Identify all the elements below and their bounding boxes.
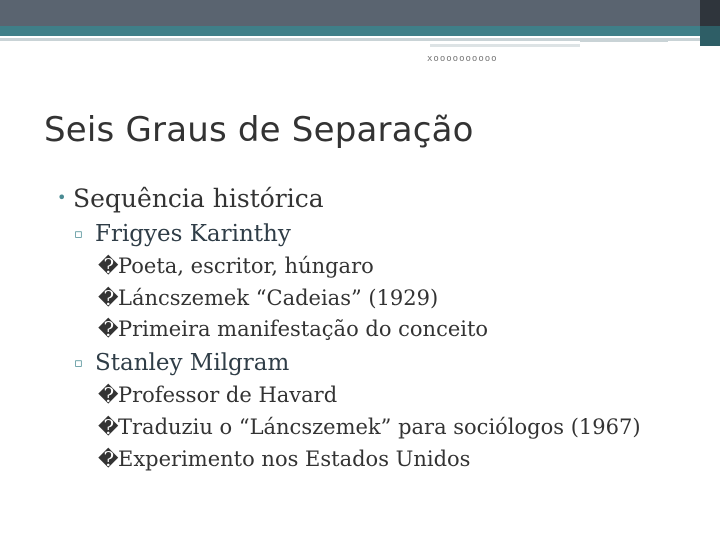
list-item [98,254,374,278]
subheading-label: Frigyes Karinthy [95,221,291,247]
list-item [98,383,337,407]
square-bullet-icon: ▫ [74,356,83,371]
top-decorative-band [0,0,720,26]
teal-right-accent-block [700,26,720,46]
bullet-dot-icon: • [57,188,67,207]
decorative-dot-row: xoooooooooo [427,54,498,64]
list-item-label: Traduziu o “Láncszemek” para sociólogos (1967) [118,415,641,439]
list-item-label: Láncszemek “Cadeias” (1929) [118,286,439,310]
list-item-label: Poeta, escritor, húngaro [118,254,374,278]
list-item [98,415,641,439]
list-item [98,317,488,341]
list-item-label: Primeira manifestação do conceito [118,317,489,341]
subheading-milgram [74,350,289,376]
subheading-label: Stanley Milgram [95,350,290,376]
section-bullet [57,184,324,213]
section-label: Sequência histórica [73,184,324,213]
missing-glyph-bullet-icon: � [98,254,119,278]
missing-glyph-bullet-icon: � [98,383,119,407]
list-item-label: Experimento nos Estados Unidos [118,447,471,471]
slide-title: Seis Graus de Separação [44,110,474,150]
light-divider-line-short [430,44,580,47]
missing-glyph-bullet-icon: � [98,415,119,439]
teal-accent-strip [0,26,720,36]
top-right-accent-block [700,0,720,26]
list-item [98,286,438,310]
list-item-label: Professor de Havard [118,383,338,407]
light-divider-line-right [580,40,668,42]
missing-glyph-bullet-icon: � [98,317,119,341]
missing-glyph-bullet-icon: � [98,447,119,471]
subheading-karinthy [74,221,291,247]
square-bullet-icon: ▫ [74,227,83,242]
list-item [98,447,470,471]
missing-glyph-bullet-icon: � [98,286,119,310]
